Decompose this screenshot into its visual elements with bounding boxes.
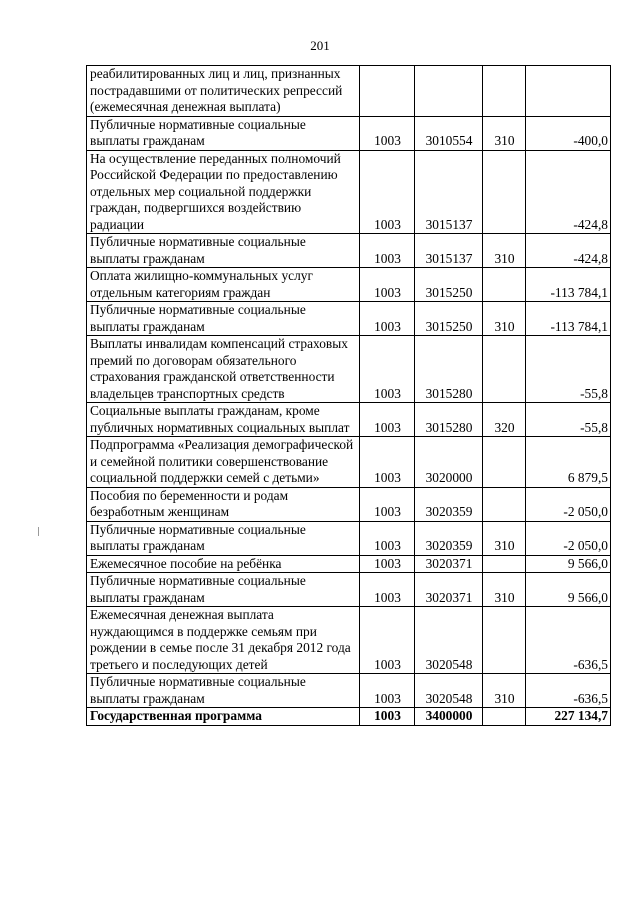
row-name: На осуществление переданных полномочий Российской Федерации по предоставлению отдельных мер социальной поддержки граждан, подвергшихся воздействию радиации [87,150,360,234]
row-amount: -400,0 [526,116,611,150]
total-row-name: Государственная программа [87,708,360,726]
row-name: Публичные нормативные социальные выплаты гражданам [87,573,360,607]
row-name: Публичные нормативные социальные выплаты гражданам [87,234,360,268]
row-amount [526,66,611,117]
table-row [87,521,611,555]
row-amount: 6 879,5 [526,437,611,488]
table-row [87,302,611,336]
row-section [360,66,415,117]
page-number: 201 [310,38,330,53]
row-amount: 9 566,0 [526,573,611,607]
total-row-target: 3400000 [415,708,483,726]
table-row [87,403,611,437]
table-row [87,150,611,234]
row-target: 3015137 [415,150,483,234]
row-name: Социальные выплаты гражданам, кроме публичных нормативных социальных выплат [87,403,360,437]
total-row-amount: 227 134,7 [526,708,611,726]
row-target: 3015137 [415,234,483,268]
row-section: 1003 [360,487,415,521]
row-target: 3015250 [415,302,483,336]
table-row [87,268,611,302]
row-target: 3015250 [415,268,483,302]
row-section: 1003 [360,555,415,573]
row-expense-type [483,150,526,234]
row-amount: -2 050,0 [526,487,611,521]
row-target: 3010554 [415,116,483,150]
row-name: Публичные нормативные социальные выплаты гражданам [87,521,360,555]
budget-table [86,65,611,726]
row-expense-type: 320 [483,403,526,437]
row-target: 3020548 [415,607,483,674]
row-name: Публичные нормативные социальные выплаты гражданам [87,116,360,150]
row-expense-type: 310 [483,302,526,336]
row-expense-type: 310 [483,573,526,607]
row-expense-type [483,487,526,521]
row-section: 1003 [360,116,415,150]
row-target: 3015280 [415,403,483,437]
row-section: 1003 [360,437,415,488]
row-amount: -55,8 [526,336,611,403]
row-section: 1003 [360,336,415,403]
row-amount: 9 566,0 [526,555,611,573]
row-name: Выплаты инвалидам компенсаций страховых премий по договорам обязательного страхования гражданской ответственности владельцев транспортных средств [87,336,360,403]
row-name: Публичные нормативные социальные выплаты гражданам [87,674,360,708]
row-name: реабилитированных лиц и лиц, признанных пострадавшими от политических репрессий (ежемесячная денежная выплата) [87,66,360,117]
row-expense-type: 310 [483,116,526,150]
table-row [87,66,611,117]
row-target: 3020371 [415,573,483,607]
row-target: 3020548 [415,674,483,708]
row-amount: -2 050,0 [526,521,611,555]
row-name: Оплата жилищно-коммунальных услуг отдельным категориям граждан [87,268,360,302]
row-section: 1003 [360,150,415,234]
row-expense-type [483,66,526,117]
row-target: 3020359 [415,487,483,521]
table-row [87,437,611,488]
row-amount: -113 784,1 [526,268,611,302]
row-expense-type [483,268,526,302]
row-expense-type [483,437,526,488]
total-row [87,708,611,726]
row-amount: -424,8 [526,150,611,234]
table-row [87,234,611,268]
row-expense-type: 310 [483,674,526,708]
row-section: 1003 [360,607,415,674]
margin-mark [38,527,39,536]
total-row-expense-type [483,708,526,726]
row-name: Ежемесячная денежная выплата нуждающимся в поддержке семьям при рождении в семье после 31 декабря 2012 года третьего и последующих детей [87,607,360,674]
table-row [87,573,611,607]
row-expense-type [483,607,526,674]
row-name: Публичные нормативные социальные выплаты гражданам [87,302,360,336]
row-target [415,66,483,117]
total-row-section: 1003 [360,708,415,726]
row-target: 3020371 [415,555,483,573]
row-section: 1003 [360,403,415,437]
row-name: Пособия по беременности и родам безработным женщинам [87,487,360,521]
row-amount: -424,8 [526,234,611,268]
row-target: 3015280 [415,336,483,403]
row-section: 1003 [360,302,415,336]
table-row [87,487,611,521]
row-name: Ежемесячное пособие на ребёнка [87,555,360,573]
row-name: Подпрограмма «Реализация демографической и семейной политики совершенствование социальной поддержки семей с детьми» [87,437,360,488]
row-target: 3020359 [415,521,483,555]
row-section: 1003 [360,521,415,555]
row-amount: -113 784,1 [526,302,611,336]
table-row [87,607,611,674]
row-section: 1003 [360,674,415,708]
row-section: 1003 [360,573,415,607]
row-expense-type [483,555,526,573]
row-section: 1003 [360,234,415,268]
row-amount: -636,5 [526,674,611,708]
table-row [87,674,611,708]
table-row [87,116,611,150]
table-row [87,555,611,573]
row-expense-type [483,336,526,403]
row-expense-type: 310 [483,234,526,268]
row-target: 3020000 [415,437,483,488]
budget-table-container [86,65,611,726]
row-amount: -636,5 [526,607,611,674]
row-amount: -55,8 [526,403,611,437]
row-expense-type: 310 [483,521,526,555]
table-row [87,336,611,403]
row-section: 1003 [360,268,415,302]
